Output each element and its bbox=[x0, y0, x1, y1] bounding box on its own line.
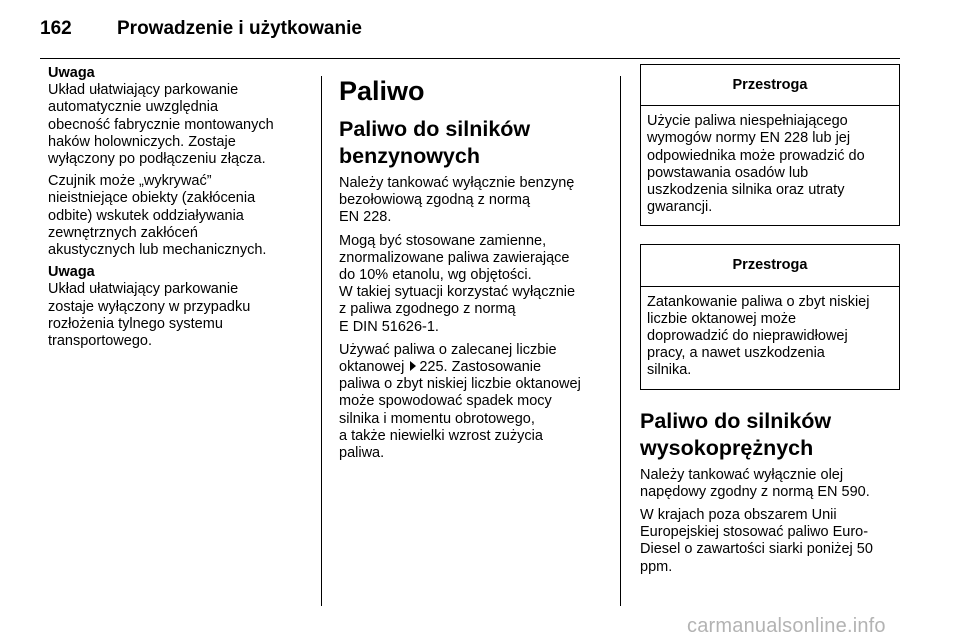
note-title: Uwaga bbox=[48, 65, 95, 81]
page-heading: Prowadzenie i użytkowanie bbox=[117, 18, 362, 39]
note-title: Uwaga bbox=[48, 264, 95, 281]
paragraph: Należy tankować wyłącznie olej napędowy zgodny z normą EN 590. bbox=[640, 466, 870, 500]
column-left bbox=[48, 64, 310, 355]
column-divider-left bbox=[321, 76, 322, 606]
caution-box bbox=[640, 244, 900, 389]
column-right bbox=[620, 64, 900, 582]
page-reference-arrow-icon bbox=[410, 361, 416, 371]
section-title: Paliwo bbox=[339, 76, 425, 106]
caution-text: Zatankowanie paliwa o zbyt niskiej liczbie oktanowej może doprowadzić do nieprawidłowej pracy, a nawet uszkodzenia silnika. bbox=[647, 293, 870, 379]
header-divider bbox=[40, 58, 900, 59]
subsection-title: Paliwo do silników wysokoprężnych bbox=[640, 408, 832, 460]
caution-box bbox=[640, 64, 900, 226]
caution-title: Przestroga bbox=[641, 65, 899, 106]
page-header bbox=[0, 0, 960, 60]
subsection-title: Paliwo do silników benzynowych bbox=[339, 117, 531, 168]
paragraph: W krajach poza obszarem Unii Europejskiej stosować paliwo Euro- Diesel o zawartości siarki poniżej 50 ppm. bbox=[640, 507, 873, 575]
caution-title: Przestroga bbox=[641, 245, 899, 286]
paragraph: Mogą być stosowane zamienne, znormalizowane paliwa zawierające do 10% etanolu, wg objętości. W takiej sytuacji korzystać wyłącznie z paliwa zgodnego z normą E DIN 51626-1. bbox=[339, 232, 576, 335]
watermark: carmanualsonline.info bbox=[687, 615, 886, 637]
page-number: 162 bbox=[40, 18, 72, 39]
page-reference-link[interactable]: 225 bbox=[419, 359, 444, 376]
note-text: Układ ułatwiający parkowanie automatycznie uwzględnia obecność fabrycznie montowanych haków holowniczych. Zostaje wyłączony po podłączeniu złącza. bbox=[48, 82, 274, 168]
paragraph-with-reference bbox=[339, 342, 605, 462]
column-middle bbox=[339, 64, 605, 468]
paragraph-text: Używać paliwa o zalecanej liczbie oktanowej bbox=[339, 341, 557, 376]
caution-text: Użycie paliwa niespełniającego wymogów normy EN 228 lub jej odpowiednika może prowadzić do powstawania osadów lub uszkodzenia silnika oraz utraty gwarancji. bbox=[647, 113, 865, 216]
note-text: Układ ułatwiający parkowanie zostaje wyłączony w przypadku rozłożenia tylnego systemu transportowego. bbox=[48, 281, 251, 350]
paragraph-text: . Zastosowanie paliwa o zbyt niskiej liczbie oktanowej może spowodować spadek mocy silnika i momentu obrotowego, a także niewielki wzrost zużycia paliwa. bbox=[339, 359, 581, 462]
paragraph: Należy tankować wyłącznie benzynę bezołowiową zgodną z normą EN 228. bbox=[339, 175, 575, 226]
paragraph: Czujnik może „wykrywać” nieistniejące obiekty (zakłócenia odbite) wskutek oddziaływania zewnętrznych zakłóceń akustycznych lub mechanicznych. bbox=[48, 173, 267, 259]
